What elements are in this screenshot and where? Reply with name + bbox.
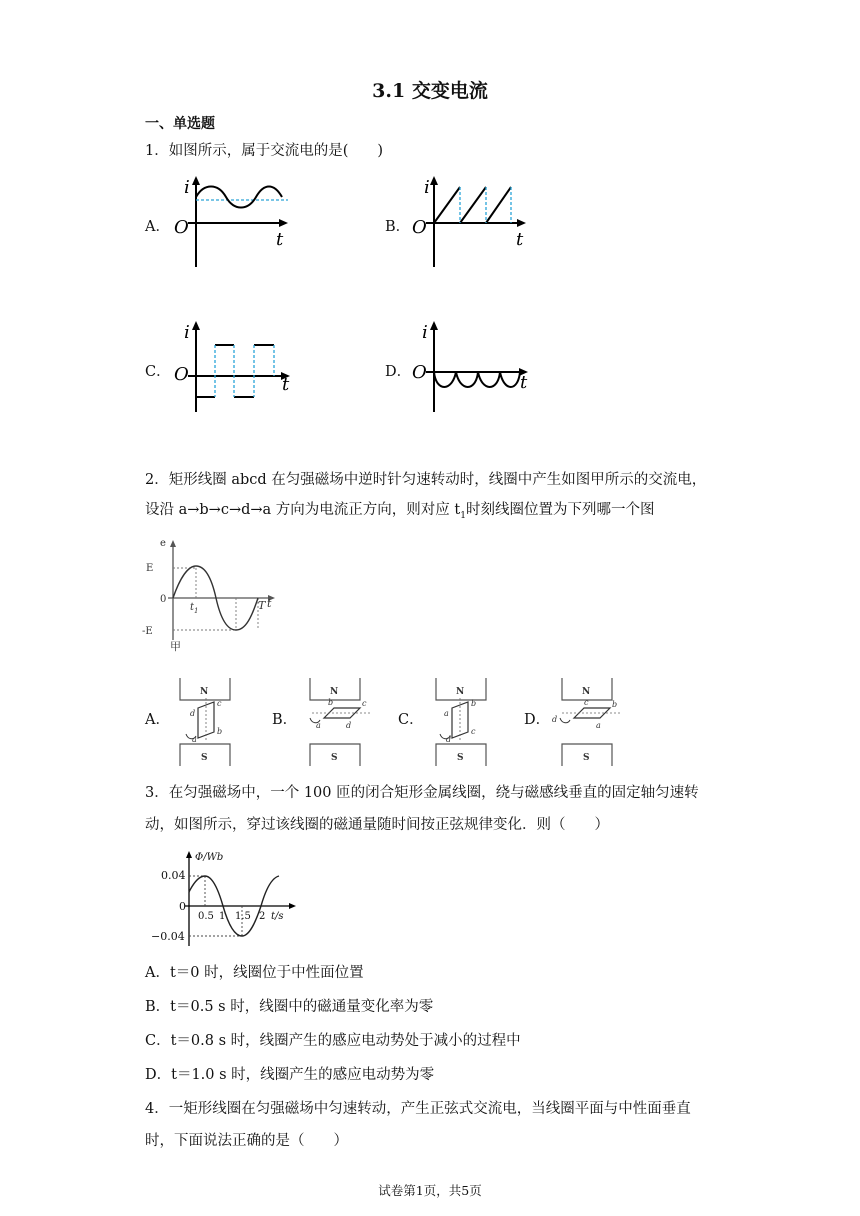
q2-graph-e-t <box>140 538 290 653</box>
q3-line1: 3．在匀强磁场中，一个 100 匝的闭合矩形金属线圈，绕与磁感线垂直的固定轴匀速转 <box>145 785 699 801</box>
q2-option-a-label: A． <box>145 712 170 728</box>
q1b-origin: O <box>412 217 427 238</box>
q1-stem: 1．如图所示，属于交流电的是( ) <box>145 143 384 159</box>
q1-option-b-label: B． <box>385 219 411 235</box>
svg-text:a: a <box>596 721 601 730</box>
q1a-origin: O <box>174 217 189 238</box>
svg-text:c: c <box>217 699 222 708</box>
q3-option-b: B．t＝0.5 s 时，线圈中的磁通量变化率为零 <box>145 999 434 1015</box>
q1-graph-a <box>170 175 295 270</box>
q1-option-c-label: C． <box>145 364 171 380</box>
q2-label-E: E <box>146 563 154 574</box>
q1-option-a-label: A． <box>145 219 170 235</box>
q3-xtick-0: 0.5 <box>198 911 214 922</box>
svg-text:a: a <box>444 709 449 718</box>
svg-text:d: d <box>446 735 452 744</box>
svg-text:b: b <box>471 699 477 708</box>
q1d-axis-i: i <box>422 322 428 343</box>
q1-graph-c <box>170 320 300 415</box>
q1-option-d-label: D． <box>385 364 412 380</box>
q3-ylabel: Φ/Wb <box>195 852 224 863</box>
q2-line1: 2．矩形线圈 abcd 在匀强磁场中逆时针匀速转动时，线圈中产生如图甲所示的交流电， <box>145 472 707 488</box>
svg-text:a: a <box>192 735 197 744</box>
q2-label-zero: 0 <box>160 594 167 605</box>
q2-coil-d <box>550 676 630 768</box>
svg-text:S: S <box>457 753 464 763</box>
q2-label-negE: -E <box>142 626 153 637</box>
svg-text:d: d <box>552 715 558 724</box>
svg-text:N: N <box>330 687 339 697</box>
q1d-origin: O <box>412 362 427 383</box>
section-heading: 一、单选题 <box>145 116 215 132</box>
q2-caption: 甲 <box>170 640 181 653</box>
q2-line2: 设沿 a→b→c→d→a 方向为电流正方向，则对应 $t_1$时刻线圈位置为下列哪一个图 <box>145 502 655 521</box>
q1-graph-d <box>408 320 538 415</box>
q3-xlabel: t/s <box>271 911 284 922</box>
q3-y-pos: 0.04 <box>161 869 186 882</box>
q1-graph-b <box>408 175 533 270</box>
q2-label-T: T <box>258 599 266 612</box>
q3-option-d: D．t＝1.0 s 时，线圈产生的感应电动势为零 <box>145 1067 435 1083</box>
q1d-axis-t: t <box>520 372 528 393</box>
q3-xtick-3: 2 <box>259 911 266 922</box>
svg-text:N: N <box>582 687 591 697</box>
q2-coil-a <box>168 676 248 768</box>
svg-text:a: a <box>316 721 321 730</box>
svg-text:N: N <box>456 687 465 697</box>
q4-line1: 4．一矩形线圈在匀强磁场中匀速转动，产生正弦式交流电，当线圈平面与中性面垂直 <box>145 1101 691 1117</box>
q1c-origin: O <box>174 364 189 385</box>
page-footer: 试卷第1页，共5页 <box>378 1183 482 1198</box>
q2-coil-b <box>298 676 378 768</box>
svg-text:N: N <box>200 687 209 697</box>
svg-text:S: S <box>201 753 208 763</box>
svg-text:c: c <box>584 698 589 707</box>
q3-zero: 0 <box>179 900 186 913</box>
q2-label-t1: $t_1$ <box>190 602 199 615</box>
q1c-axis-t: t <box>282 374 290 395</box>
page-title: 3.1 交变电流 <box>372 80 488 102</box>
q2-option-b-label: B． <box>272 712 298 728</box>
q2-axis-t: t <box>267 597 272 610</box>
q1b-axis-i: i <box>424 177 430 198</box>
svg-text:c: c <box>362 699 367 708</box>
q2-option-c-label: C． <box>398 712 424 728</box>
q1a-axis-i: i <box>184 177 190 198</box>
q2-coil-c <box>424 676 504 768</box>
svg-text:d: d <box>190 709 196 718</box>
q1c-axis-i: i <box>184 322 190 343</box>
q2-option-d-label: D． <box>524 712 551 728</box>
q3-line2: 动，如图所示，穿过该线圈的磁通量随时间按正弦规律变化．则（ ） <box>145 817 609 833</box>
svg-text:S: S <box>331 753 338 763</box>
svg-text:c: c <box>471 727 476 736</box>
q2-axis-e: e <box>160 538 166 549</box>
svg-text:S: S <box>583 753 590 763</box>
q3-xtick-1: 1 <box>219 911 226 922</box>
q3-graph-flux <box>145 848 305 950</box>
q3-y-neg: −0.04 <box>151 930 185 943</box>
svg-text:d: d <box>346 721 352 730</box>
svg-text:b: b <box>612 700 618 709</box>
svg-text:b: b <box>217 727 223 736</box>
q1b-axis-t: t <box>516 229 524 250</box>
q1a-axis-t: t <box>276 229 284 250</box>
q4-line2: 时，下面说法正确的是（ ） <box>145 1133 348 1149</box>
q3-option-c: C．t＝0.8 s 时，线圈产生的感应电动势处于减小的过程中 <box>145 1033 521 1049</box>
q3-xtick-2: 1.5 <box>235 911 251 922</box>
svg-text:b: b <box>328 698 334 707</box>
q3-option-a: A．t＝0 时，线圈位于中性面位置 <box>145 965 364 981</box>
